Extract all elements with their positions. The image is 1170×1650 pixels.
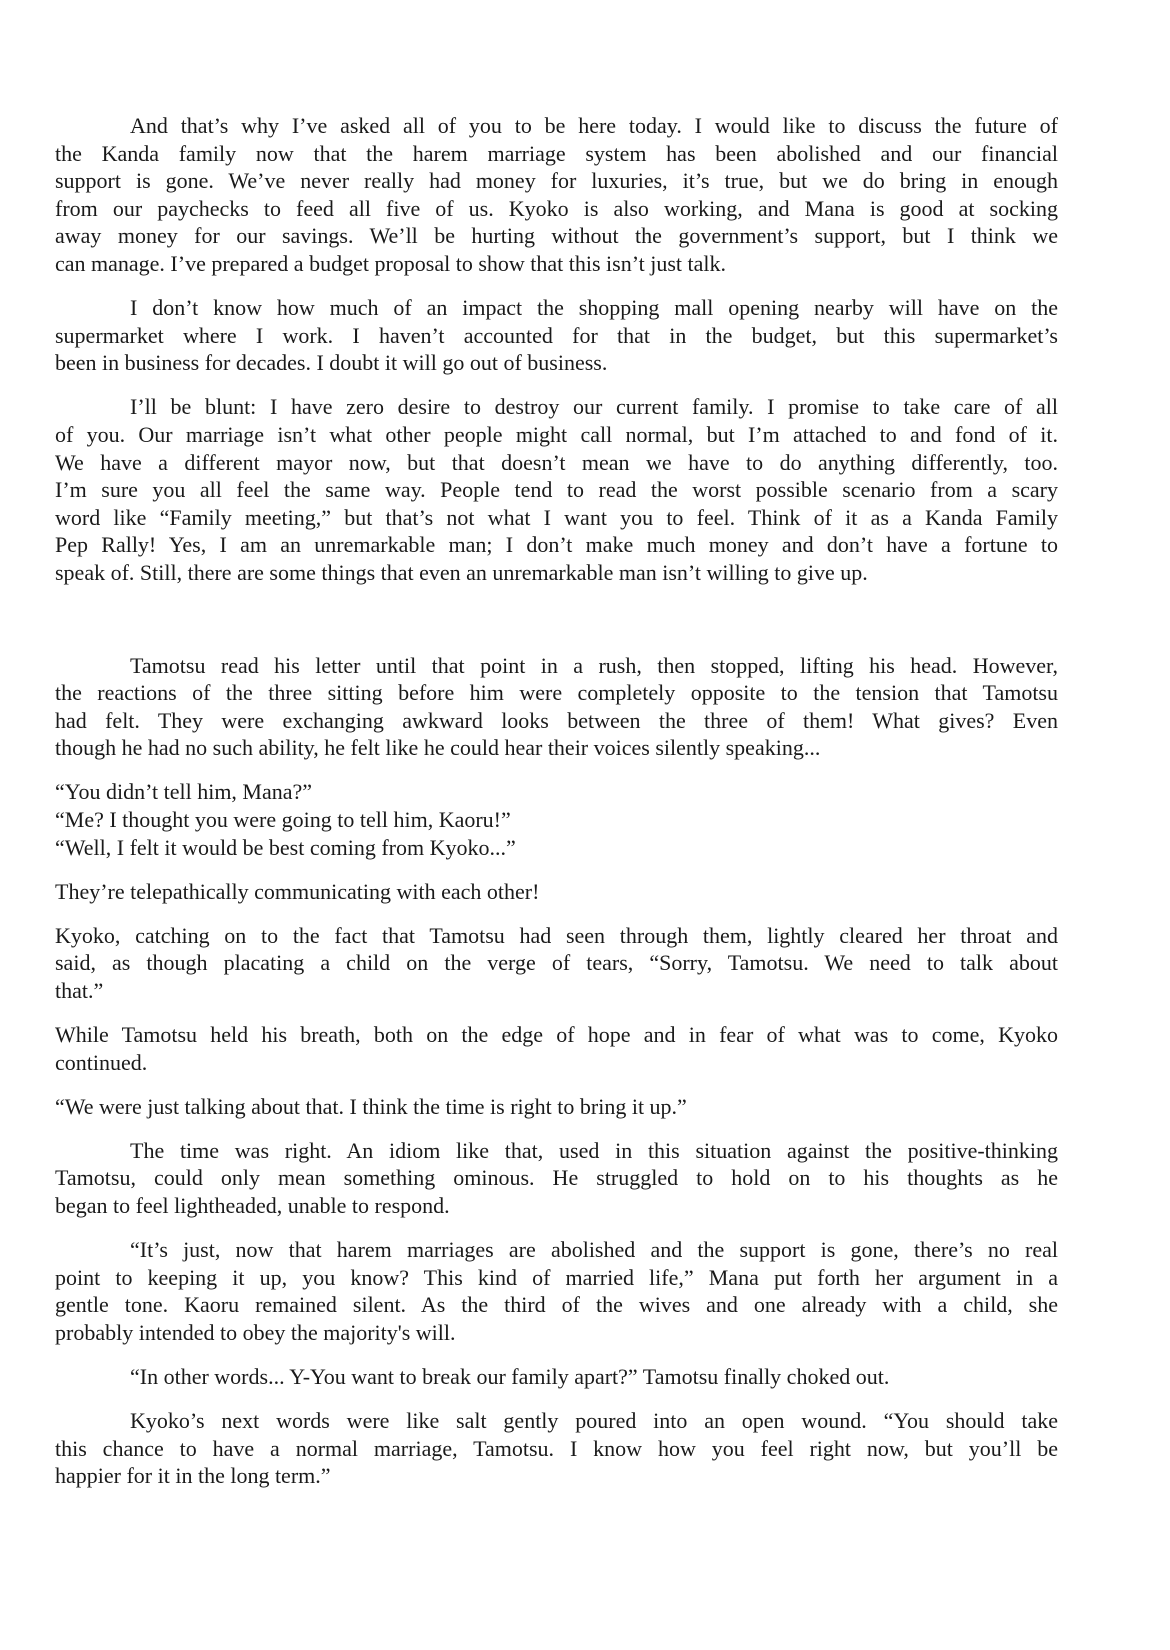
paragraph [55,1137,1058,1220]
text-line: The time was right. An idiom like that, used in this situation against the positive-thinking [130,1137,1058,1163]
paragraph [55,1093,1058,1121]
text-line: Tamotsu read his letter until that point in a rush, then stopped, lifting his head. However, [130,652,1058,678]
text-line: I’m sure you all feel the same way. People tend to read the worst possible scenario from a scary [55,477,1058,503]
text-line: “In other words... Y-You want to break our family apart?” Tamotsu finally choked out. [130,1363,890,1389]
paragraph [55,1236,1058,1346]
text-line: We have a different mayor now, but that doesn’t mean we have to do anything differently, too. [55,449,1058,475]
paragraph [55,112,1058,278]
text-line: support is gone. We’ve never really had money for luxuries, it’s true, but we do bring in enough [55,168,1058,194]
document-page [55,112,1058,1506]
text-line: I don’t know how much of an impact the shopping mall opening nearby will have on the [130,295,1058,321]
text-line: continued. [55,1049,148,1075]
paragraph [55,294,1058,377]
text-line: said, as though placating a child on the verge of tears, “Sorry, Tamotsu. We need to talk about [55,950,1058,976]
text-line: had felt. They were exchanging awkward looks between the three of them! What gives? Even [55,707,1058,733]
text-line: been in business for decades. I doubt it will go out of business. [55,350,608,376]
text-line: word like “Family meeting,” but that’s not what I want you to feel. Think of it as a Kanda Family [55,504,1058,530]
text-line: probably intended to obey the majority's will. [55,1319,456,1345]
text-line: of you. Our marriage isn’t what other people might call normal, but I’m attached to and fond of it. [55,421,1058,447]
paragraph [55,1407,1058,1490]
text-line: While Tamotsu held his breath, both on the edge of hope and in fear of what was to come, Kyoko [55,1022,1058,1048]
paragraph [55,652,1058,762]
text-line: the reactions of the three sitting before him were completely opposite to the tension that Tamotsu [55,680,1058,706]
text-line: Kyoko, catching on to the fact that Tamotsu had seen through them, lightly cleared her throat and [55,922,1058,948]
text-line: “Well, I felt it would be best coming from Kyoko...” [55,834,516,860]
text-line: the Kanda family now that the harem marriage system has been abolished and our financial [55,140,1058,166]
text-line: Tamotsu, could only mean something ominous. He struggled to hold on to his thoughts as he [55,1165,1058,1191]
paragraph [55,922,1058,1005]
text-line: They’re telepathically communicating with each other! [55,878,540,904]
text-line: “You didn’t tell him, Mana?” [55,779,313,805]
paragraph [55,1363,1058,1391]
text-line: happier for it in the long term.” [55,1463,331,1489]
text-line: I’ll be blunt: I have zero desire to destroy our current family. I promise to take care of all [130,394,1058,420]
text-line: away money for our savings. We’ll be hurting without the government’s support, but I think we [55,223,1058,249]
text-line: gentle tone. Kaoru remained silent. As the third of the wives and one already with a child, she [55,1292,1058,1318]
text-line: point to keeping it up, you know? This kind of married life,” Mana put forth her argument in a [55,1264,1058,1290]
text-line: “We were just talking about that. I think the time is right to bring it up.” [55,1093,687,1119]
text-line: though he had no such ability, he felt like he could hear their voices silently speaking... [55,735,821,761]
paragraph [55,1021,1058,1076]
text-line: And that’s why I’ve asked all of you to be here today. I would like to discuss the future of [130,113,1058,138]
text-line: “It’s just, now that harem marriages are abolished and the support is gone, there’s no real [130,1237,1058,1263]
text-line: supermarket where I work. I haven’t accounted for that in the budget, but this supermarket’s [55,322,1058,348]
text-line: this chance to have a normal marriage, Tamotsu. I know how you feel right now, but you’ll be [55,1435,1058,1461]
text-line: “Me? I thought you were going to tell him, Kaoru!” [55,806,511,832]
paragraph [55,878,1058,906]
text-line: from our paychecks to feed all five of us. Kyoko is also working, and Mana is good at socking [55,195,1058,221]
text-line: Kyoko’s next words were like salt gently poured into an open wound. “You should take [130,1408,1058,1434]
text-line: can manage. I’ve prepared a budget proposal to show that this isn’t just talk. [55,250,727,276]
paragraph [55,393,1058,586]
text-line: that.” [55,977,104,1003]
text-line: speak of. Still, there are some things that even an unremarkable man isn’t willing to give up. [55,559,868,585]
text-line: Pep Rally! Yes, I am an unremarkable man; I don’t make much money and don’t have a fortune to [55,532,1058,558]
paragraph [55,778,1058,861]
text-line: began to feel lightheaded, unable to respond. [55,1193,450,1218]
